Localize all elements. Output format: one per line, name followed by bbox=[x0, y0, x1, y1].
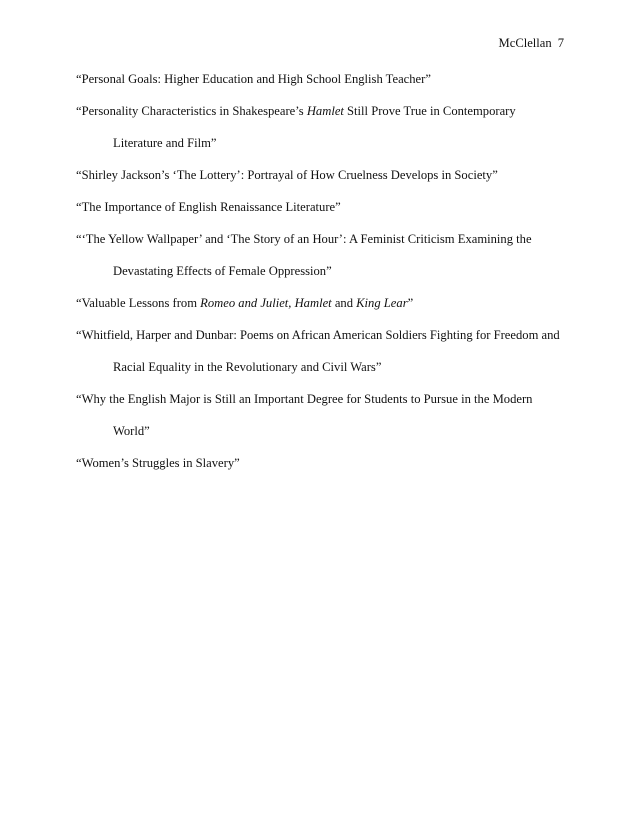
list-item bbox=[76, 199, 566, 215]
text-segment: and bbox=[331, 296, 357, 310]
italic-title-segment: Hamlet bbox=[306, 104, 344, 118]
list-item bbox=[76, 71, 566, 87]
entry-first-line bbox=[76, 71, 566, 87]
list-item bbox=[76, 103, 566, 151]
list-item bbox=[76, 391, 566, 439]
list-item bbox=[76, 295, 566, 311]
text-segment: Devastating Effects of Female Oppression” bbox=[113, 264, 332, 278]
title-list bbox=[76, 71, 566, 487]
text-segment: “Whitfield, Harper and Dunbar: Poems on African American Soldiers Fighting for Freedom and bbox=[76, 328, 560, 342]
text-segment: “Women’s Struggles in Slavery” bbox=[76, 456, 240, 470]
entry-first-line bbox=[76, 455, 566, 471]
entry-first-line bbox=[76, 327, 566, 343]
text-segment: “Why the English Major is Still an Important Degree for Students to Pursue in the Modern bbox=[76, 392, 533, 406]
author-surname: McClellan bbox=[498, 36, 552, 50]
entry-first-line bbox=[76, 391, 566, 407]
text-segment: ” bbox=[407, 296, 414, 310]
entry-first-line bbox=[76, 167, 566, 183]
text-segment: Literature and Film” bbox=[113, 136, 217, 150]
entry-continuation-line bbox=[76, 135, 566, 151]
text-segment: “‘The Yellow Wallpaper’ and ‘The Story of an Hour’: A Feminist Criticism Examining the bbox=[76, 232, 532, 246]
text-segment: Still Prove True in Contemporary bbox=[343, 104, 516, 118]
list-item bbox=[76, 231, 566, 279]
entry-first-line bbox=[76, 295, 566, 311]
list-item bbox=[76, 455, 566, 471]
running-head bbox=[499, 35, 564, 51]
text-segment: “The Importance of English Renaissance Literature” bbox=[76, 200, 341, 214]
italic-title-segment: Romeo and Juliet, Hamlet bbox=[200, 296, 332, 310]
text-segment: “Personality Characteristics in Shakespeare’s bbox=[76, 104, 307, 118]
entry-continuation-line bbox=[76, 423, 566, 439]
text-segment: “Shirley Jackson’s ‘The Lottery’: Portrayal of How Cruelness Develops in Society” bbox=[76, 168, 498, 182]
text-segment: Racial Equality in the Revolutionary and Civil Wars” bbox=[113, 360, 382, 374]
text-segment: “Valuable Lessons from bbox=[76, 296, 201, 310]
text-segment: “Personal Goals: Higher Education and High School English Teacher” bbox=[76, 72, 431, 86]
entry-first-line bbox=[76, 103, 566, 119]
entry-continuation-line bbox=[76, 359, 566, 375]
entry-first-line bbox=[76, 231, 566, 247]
page-number: 7 bbox=[557, 36, 564, 50]
entry-first-line bbox=[76, 199, 566, 215]
text-segment: World” bbox=[113, 424, 150, 438]
entry-continuation-line bbox=[76, 263, 566, 279]
list-item bbox=[76, 327, 566, 375]
italic-title-segment: King Lear bbox=[356, 296, 408, 310]
list-item bbox=[76, 167, 566, 183]
